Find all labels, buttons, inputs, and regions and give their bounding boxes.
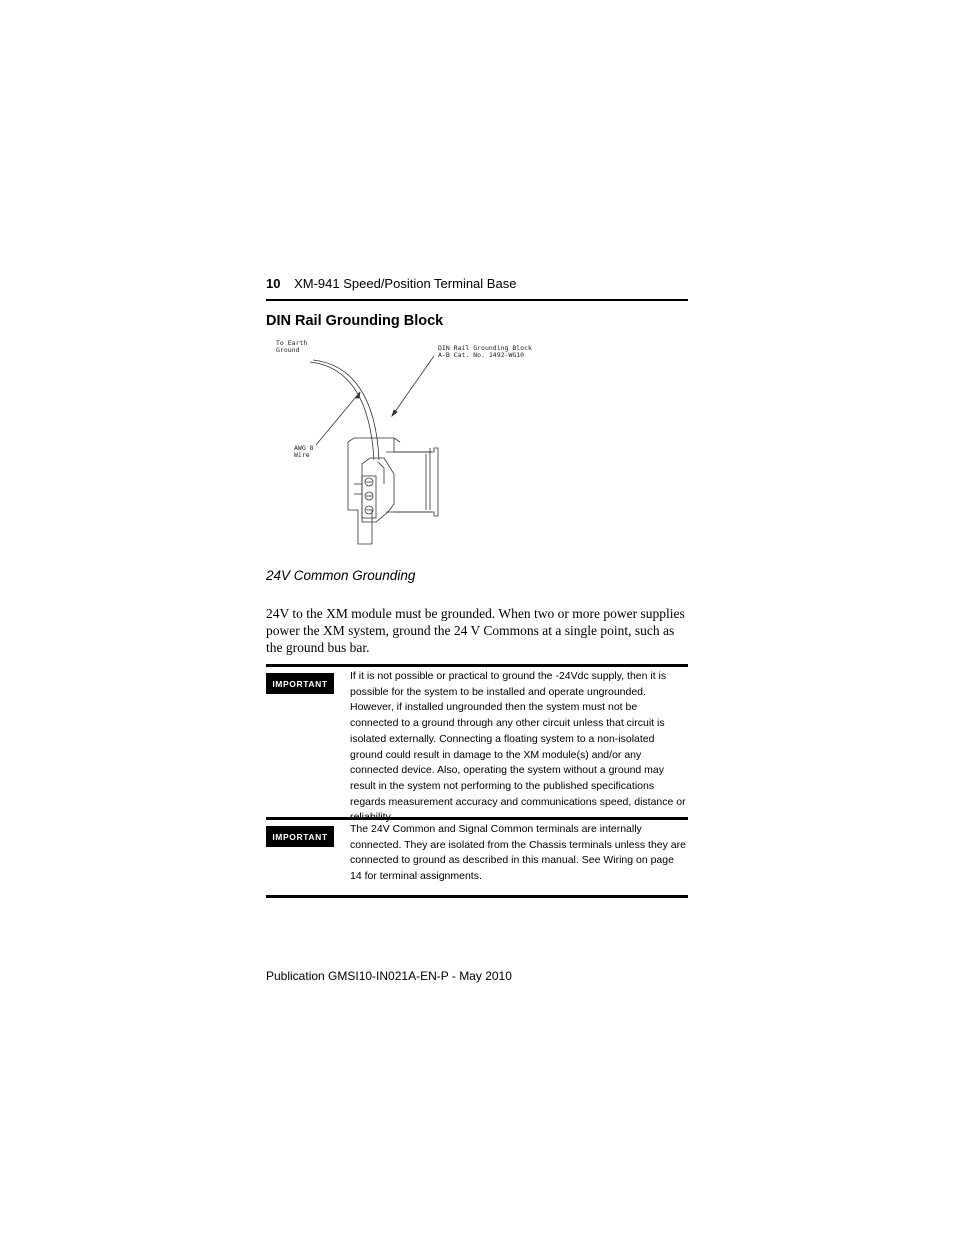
- label-to-earth: To Earth: [276, 339, 308, 347]
- document-title: XM-941 Speed/Position Terminal Base: [294, 276, 517, 291]
- important-note-2: [266, 817, 688, 898]
- figure-caption: 24V Common Grounding: [266, 568, 416, 583]
- page-number: 10: [266, 276, 281, 291]
- header-rule: [266, 299, 688, 301]
- grounding-block-drawing: [310, 356, 438, 544]
- publication-footer: Publication GMSI10-IN021A-EN-P - May 2010: [266, 969, 512, 983]
- label-awg: AWG 8: [294, 444, 314, 452]
- body-paragraph: 24V to the XM module must be grounded. When two or more power supplies power the XM system, ground the 24 V Commons at a single point, such as the ground bus bar.: [266, 606, 685, 655]
- important-note-text: If it is not possible or practical to ground the -24Vdc supply, then it is possible for the system to be installed and operate ungrounded. However, if installed ungrounded then the system must not be connected to a ground through any other circuit unless that circuit is isolated externally. Connecting a floating system to a non-isolated ground could result in damage to the XM module(s) and/or any connected device. Also, operating the system without a ground may result in the system not performing to the published specifications regards measurement accuracy and communications speed, distance or reliability.: [350, 670, 686, 824]
- important-badge: IMPORTANT: [266, 826, 334, 847]
- bottom-rule: [266, 895, 688, 898]
- important-badge: IMPORTANT: [266, 673, 334, 694]
- label-ground: Ground: [276, 346, 300, 354]
- label-grounding-block: DIN Rail Grounding Block: [438, 344, 532, 352]
- important-note-1: [266, 664, 688, 824]
- din-rail-grounding-figure: [266, 334, 556, 549]
- label-cat-no: A-B Cat. No. 1492-WG10: [438, 351, 525, 359]
- important-note-text: The 24V Common and Signal Common terminals are internally connected. They are isolated from the Chassis terminals unless they are connected to ground as described in this manual. See Wiring on page 14 for terminal assignments.: [350, 823, 686, 883]
- page-header: [266, 276, 516, 291]
- label-wire: Wire: [294, 451, 310, 459]
- section-title: DIN Rail Grounding Block: [266, 313, 444, 329]
